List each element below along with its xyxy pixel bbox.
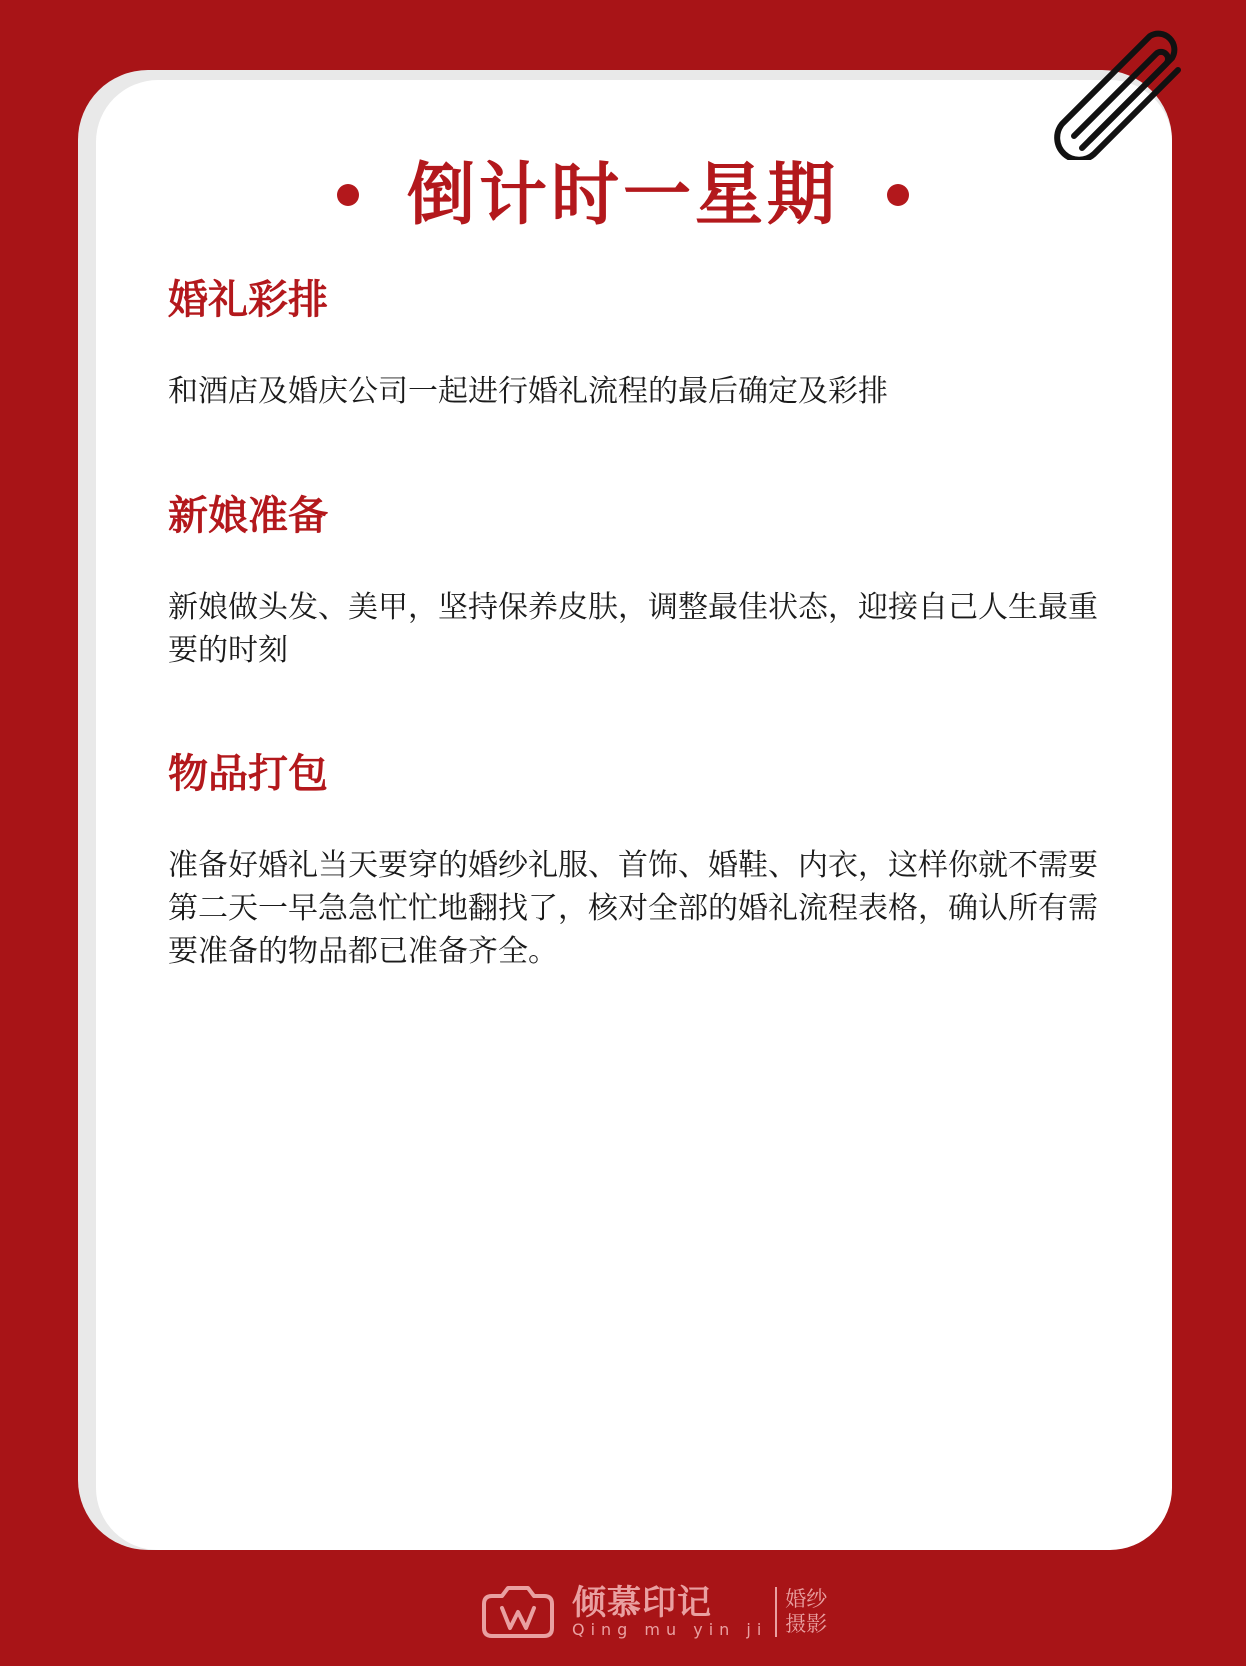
footer-tag-line-1: 婚纱 bbox=[785, 1587, 828, 1611]
title-dot-right bbox=[887, 184, 909, 206]
section-body-bride: 新娘做头发、美甲，坚持保养皮肤，调整最佳状态，迎接自己人生最重要的时刻 bbox=[168, 590, 1098, 668]
brand-name: 倾慕印记 bbox=[572, 1583, 712, 1623]
footer-tag bbox=[785, 1587, 827, 1637]
page-title: 倒计时一星期 bbox=[406, 155, 839, 235]
section-body-packing: 准备好婚礼当天要穿的婚纱礼服、首饰、婚鞋、内衣，这样你就不需要第二天一早急急忙忙地翻找了，核对全部的婚礼流程表格，确认所有需要准备的物品都已准备齐全。 bbox=[168, 848, 1098, 969]
footer-tag-line-2: 摄影 bbox=[785, 1612, 828, 1636]
brand-pinyin: Qing mu yin ji bbox=[572, 1620, 768, 1639]
footer-brand-block bbox=[478, 1582, 827, 1642]
section-heading-packing: 物品打包 bbox=[168, 751, 328, 797]
footer-divider bbox=[775, 1587, 777, 1637]
section-heading-bride: 新娘准备 bbox=[168, 493, 328, 539]
section-body-rehearsal: 和酒店及婚庆公司一起进行婚礼流程的最后确定及彩排 bbox=[168, 374, 888, 409]
title-row bbox=[0, 150, 1246, 240]
camera-logo-icon bbox=[478, 1584, 558, 1640]
footer-brand-text bbox=[572, 1585, 767, 1639]
title-dot-left bbox=[337, 184, 359, 206]
section-heading-rehearsal: 婚礼彩排 bbox=[168, 277, 328, 323]
paperclip-icon bbox=[1052, 30, 1202, 160]
